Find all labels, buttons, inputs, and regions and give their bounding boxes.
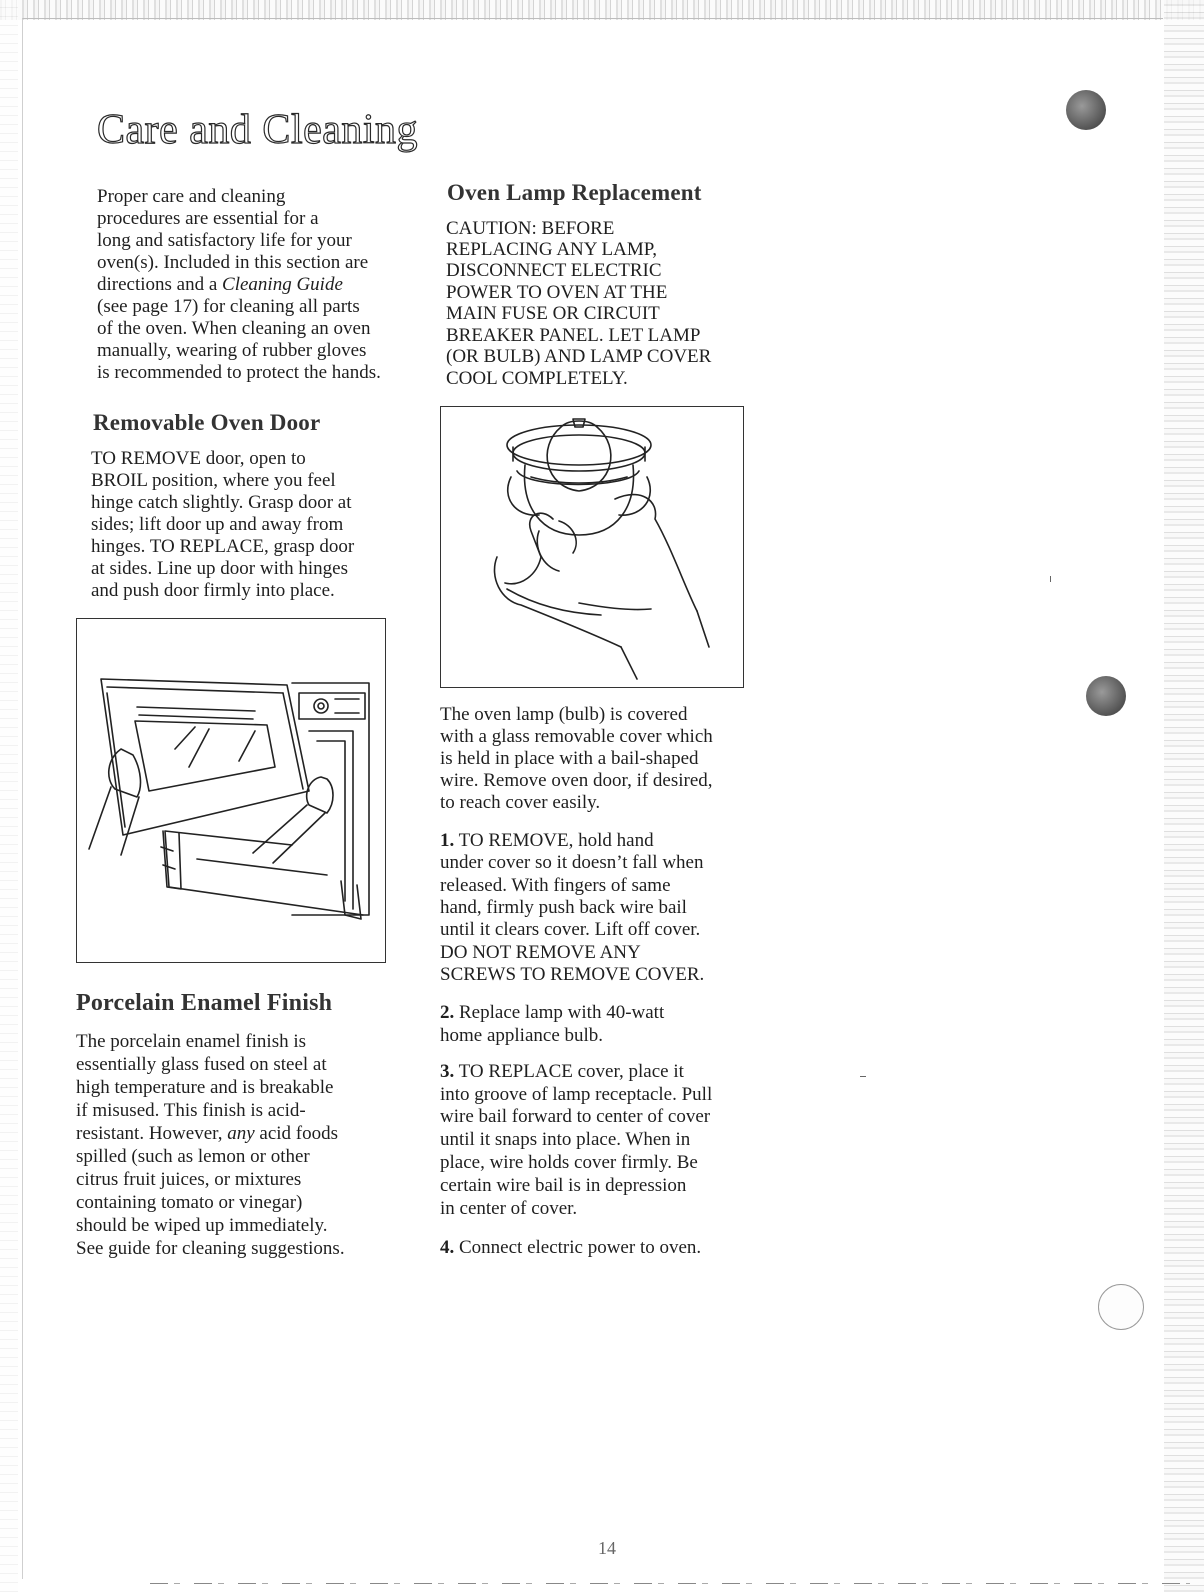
step-text: TO REPLACE cover, place it bbox=[454, 1061, 684, 1082]
step-line: place, wire holds cover firmly. Be bbox=[440, 1152, 698, 1173]
description-line: is held in place with a bail-shaped bbox=[440, 748, 699, 769]
intro-line: manually, wearing of rubber gloves bbox=[97, 340, 367, 361]
step-line: released. With fingers of same bbox=[440, 875, 671, 896]
lamp-cover-illustration bbox=[440, 406, 744, 688]
punch-hole-icon bbox=[1066, 90, 1106, 130]
step-line: home appliance bulb. bbox=[440, 1025, 604, 1046]
caution-line: BREAKER PANEL. LET LAMP bbox=[446, 325, 701, 346]
intro-text: directions and a bbox=[97, 274, 223, 295]
caution-line: REPLACING ANY LAMP, bbox=[446, 239, 657, 260]
lamp-heading: Oven Lamp Replacement bbox=[447, 180, 702, 205]
porcelain-line: containing tomato or vinegar) bbox=[76, 1192, 303, 1213]
door-text-line: at sides. Line up door with hinges bbox=[91, 558, 348, 579]
scan-edge-right bbox=[1164, 0, 1204, 1592]
porcelain-line: citrus fruit juices, or mixtures bbox=[76, 1169, 302, 1190]
scan-speck bbox=[1050, 576, 1051, 582]
step-line: in center of cover. bbox=[440, 1198, 578, 1219]
door-text-line: BROIL position, where you feel bbox=[91, 470, 336, 491]
porcelain-text: acid foods bbox=[254, 1123, 339, 1144]
caution-line: MAIN FUSE OR CIRCUIT bbox=[446, 303, 660, 324]
porcelain-line: should be wiped up immediately. bbox=[76, 1215, 328, 1236]
step-number: 2. bbox=[440, 1002, 455, 1023]
intro-line: (see page 17) for cleaning all parts bbox=[97, 296, 360, 317]
step-line: until it snaps into place. When in bbox=[440, 1129, 691, 1150]
step-first-line bbox=[440, 1061, 684, 1084]
step-line: certain wire bail is in depression bbox=[440, 1175, 687, 1196]
porcelain-line: high temperature and is breakable bbox=[76, 1077, 334, 1098]
scan-edge-top bbox=[0, 0, 1204, 20]
intro-line: is recommended to protect the hands. bbox=[97, 362, 381, 383]
door-text-line: hinge catch slightly. Grasp door at bbox=[91, 492, 352, 513]
intro-line: long and satisfactory life for your bbox=[97, 230, 352, 251]
step-first-line bbox=[440, 830, 654, 853]
step-text: Connect electric power to oven. bbox=[454, 1237, 702, 1258]
porcelain-line: essentially glass fused on steel at bbox=[76, 1054, 327, 1075]
intro-line: procedures are essential for a bbox=[97, 208, 319, 229]
step-line: SCREWS TO REMOVE COVER. bbox=[440, 964, 705, 985]
cleaning-guide-reference: Cleaning Guide bbox=[222, 274, 343, 295]
caution-line: COOL COMPLETELY. bbox=[446, 368, 628, 389]
step-line: until it clears cover. Lift off cover. bbox=[440, 919, 701, 940]
porcelain-line bbox=[76, 1123, 338, 1145]
door-text-line: hinges. TO REPLACE, grasp door bbox=[91, 536, 355, 557]
door-text-line: sides; lift door up and away from bbox=[91, 514, 344, 535]
scan-speck bbox=[860, 1076, 866, 1077]
step-number: 3. bbox=[440, 1061, 455, 1082]
page-title: Care and Cleaning bbox=[97, 107, 419, 153]
step-first-line bbox=[440, 1237, 701, 1260]
intro-line: oven(s). Included in this section are bbox=[97, 252, 369, 273]
description-line: with a glass removable cover which bbox=[440, 726, 713, 747]
porcelain-text: resistant. However, bbox=[76, 1123, 228, 1144]
punch-hole-icon bbox=[1086, 676, 1126, 716]
intro-line: of the oven. When cleaning an oven bbox=[97, 318, 371, 339]
step-first-line bbox=[440, 1002, 664, 1025]
step-line: hand, firmly push back wire bail bbox=[440, 897, 687, 918]
porcelain-line: See guide for cleaning suggestions. bbox=[76, 1238, 345, 1259]
caution-line: (OR BULB) AND LAMP COVER bbox=[446, 346, 712, 367]
step-line: into groove of lamp receptacle. Pull bbox=[440, 1084, 713, 1105]
step-line: under cover so it doesn’t fall when bbox=[440, 852, 704, 873]
caution-line: CAUTION: BEFORE bbox=[446, 218, 615, 239]
step-line: DO NOT REMOVE ANY bbox=[440, 942, 641, 963]
porcelain-heading: Porcelain Enamel Finish bbox=[76, 990, 333, 1016]
step-line: wire bail forward to center of cover bbox=[440, 1106, 711, 1127]
removable-door-heading: Removable Oven Door bbox=[93, 410, 321, 435]
intro-line bbox=[97, 274, 343, 296]
page-number: 14 bbox=[598, 1538, 616, 1558]
door-text-line: TO REMOVE door, open to bbox=[91, 448, 306, 469]
porcelain-line: if misused. This finish is acid- bbox=[76, 1100, 306, 1121]
step-text: TO REMOVE, hold hand bbox=[454, 830, 654, 851]
porcelain-line: The porcelain enamel finish is bbox=[76, 1031, 307, 1052]
door-text-line: and push door firmly into place. bbox=[91, 580, 335, 601]
porcelain-line: spilled (such as lemon or other bbox=[76, 1146, 310, 1167]
description-line: to reach cover easily. bbox=[440, 792, 601, 813]
step-number: 1. bbox=[440, 830, 455, 851]
description-line: The oven lamp (bulb) is covered bbox=[440, 704, 688, 725]
punch-hole-ring-icon bbox=[1098, 1284, 1144, 1330]
caution-line: POWER TO OVEN AT THE bbox=[446, 282, 668, 303]
porcelain-emphasis: any bbox=[227, 1123, 255, 1144]
step-number: 4. bbox=[440, 1237, 455, 1258]
oven-door-illustration bbox=[76, 618, 386, 963]
scan-edge-left bbox=[0, 0, 18, 1592]
intro-line: Proper care and cleaning bbox=[97, 186, 286, 207]
step-text: Replace lamp with 40-watt bbox=[454, 1002, 665, 1023]
description-line: wire. Remove oven door, if desired, bbox=[440, 770, 713, 791]
scan-edge-bottom bbox=[150, 1583, 1190, 1584]
caution-line: DISCONNECT ELECTRIC bbox=[446, 260, 662, 281]
